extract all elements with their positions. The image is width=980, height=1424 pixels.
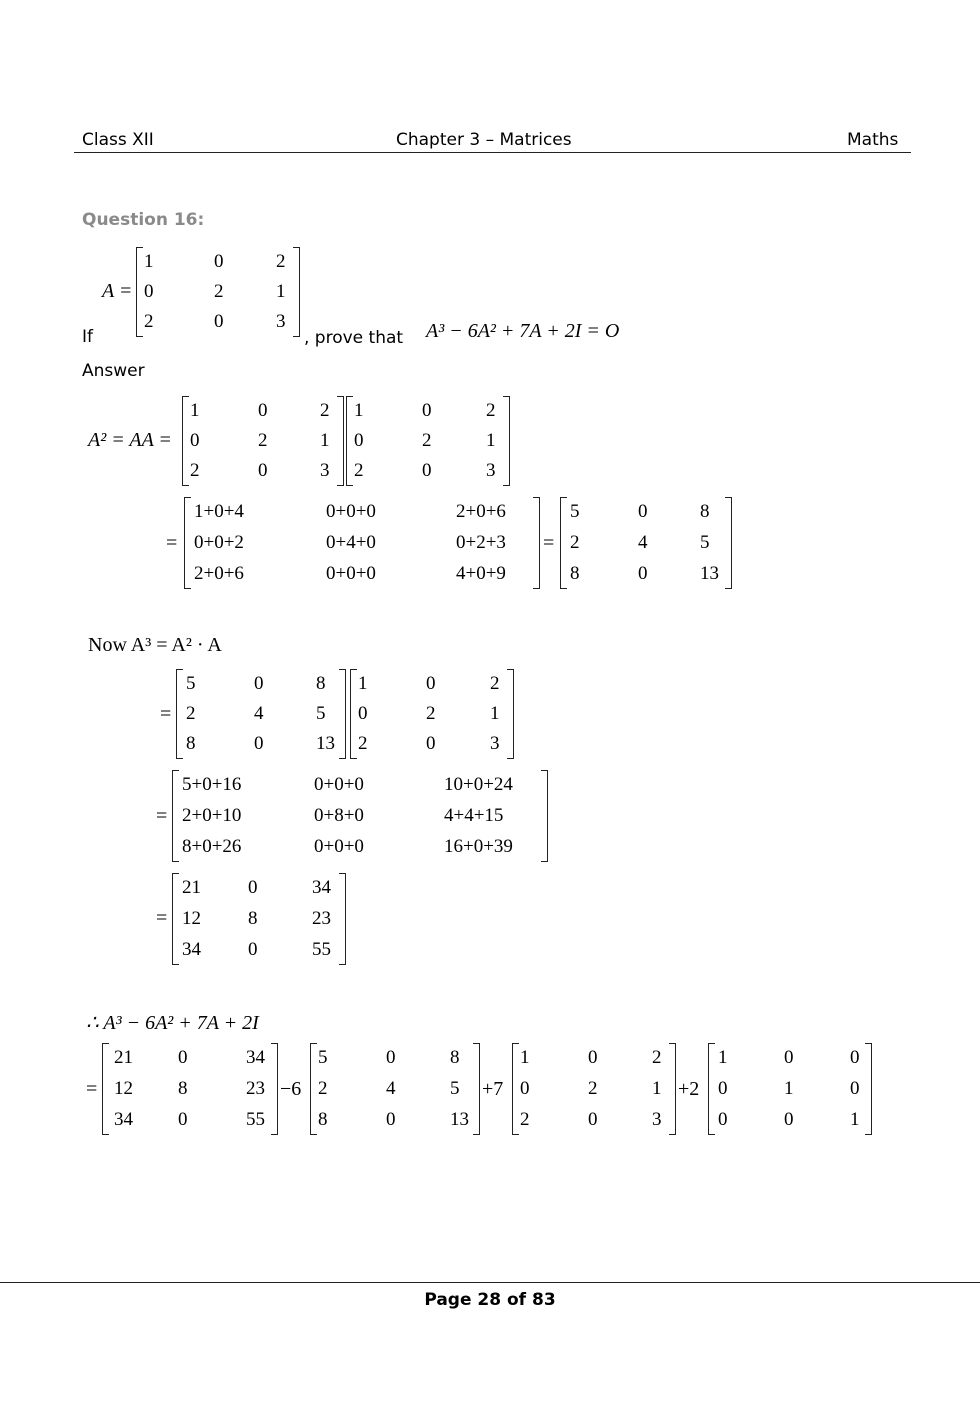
a2-factor2	[346, 396, 510, 486]
matrix-cell: 3	[652, 1108, 662, 1130]
matrix-cell: 1	[354, 400, 364, 421]
matrix-cell: 0+0+2	[194, 532, 244, 553]
left-bracket	[346, 396, 353, 486]
matrix-cell: 3	[490, 733, 500, 754]
matrix-cell: 0	[520, 1078, 530, 1099]
matrix-cell: 2	[318, 1078, 328, 1099]
matrix-cell: 8	[316, 673, 326, 694]
matrix-cell: 1	[358, 673, 368, 694]
matrix-cell: 2	[520, 1108, 530, 1130]
matrix-cell: 1	[320, 430, 330, 451]
matrix-cell: 3	[486, 460, 496, 481]
matrix-cell: 2	[426, 703, 436, 724]
matrix-cell: 2	[652, 1047, 662, 1069]
matrix-cell: 1	[850, 1108, 860, 1130]
right-bracket	[533, 497, 540, 589]
matrix-cell: 5	[450, 1078, 460, 1099]
matrix-cell: 2	[276, 251, 286, 272]
equals-sign: =	[160, 703, 172, 725]
left-bracket	[708, 1043, 715, 1135]
matrix-cell: 5	[316, 703, 326, 724]
matrix-cell: 0+8+0	[314, 805, 364, 826]
matrix-cell: 0	[718, 1078, 728, 1099]
matrix-cell: 0	[638, 501, 648, 523]
a2-lhs: A² = AA =	[88, 429, 172, 451]
equals-sign: =	[156, 907, 168, 929]
left-bracket	[172, 873, 179, 965]
matrix-cell: 0+4+0	[326, 532, 376, 553]
matrix-cell: 0	[426, 673, 436, 694]
a3-expanded	[172, 770, 548, 862]
matrix-cell: 2	[186, 703, 196, 724]
a3-factor1	[176, 669, 346, 759]
matrix-cell: 0	[422, 460, 432, 481]
a2-result	[560, 497, 732, 589]
matrix-cell: 1	[144, 251, 154, 272]
matrix-cell: 0	[248, 938, 258, 960]
matrix-cell: 1	[718, 1047, 728, 1069]
matrix-cell: 0	[426, 733, 436, 754]
matrix-cell: 8	[450, 1047, 460, 1069]
matrix-cell: 5	[700, 532, 710, 553]
prove-equation: A³ − 6A² + 7A + 2I = O	[426, 320, 620, 342]
operator-plus-2: +2	[678, 1078, 700, 1100]
answer-label: Answer	[82, 361, 145, 381]
footer-divider	[0, 1282, 980, 1283]
matrix-cell: 13	[450, 1108, 469, 1130]
header-subject: Maths	[847, 130, 899, 150]
right-bracket	[725, 497, 732, 589]
left-bracket	[560, 497, 567, 589]
matrix-cell: 8	[186, 733, 196, 754]
matrix-cell: 0	[850, 1078, 860, 1099]
right-bracket	[507, 669, 514, 759]
matrix-cell: 0	[254, 673, 264, 694]
matrix-cell: 0+0+0	[326, 562, 376, 584]
matrix-cell: 0	[386, 1108, 396, 1130]
header-chapter: Chapter 3 – Matrices	[396, 130, 572, 150]
final-matrix-1	[102, 1043, 278, 1135]
matrix-cell: 8	[178, 1078, 188, 1099]
left-bracket	[184, 497, 191, 589]
matrix-cell: 0	[588, 1047, 598, 1069]
matrix-cell: 13	[316, 733, 335, 754]
matrix-a	[136, 247, 300, 337]
matrix-cell: 0	[144, 281, 154, 302]
matrix-cell: 2+0+6	[456, 501, 506, 523]
matrix-cell: 55	[312, 938, 331, 960]
left-bracket	[102, 1043, 109, 1135]
matrix-cell: 4+0+9	[456, 562, 506, 584]
identity-matrix	[708, 1043, 872, 1135]
matrix-cell: 10+0+24	[444, 774, 513, 796]
matrix-cell: 13	[700, 562, 719, 584]
left-bracket	[136, 247, 143, 337]
matrix-cell: 0	[386, 1047, 396, 1069]
matrix-cell: 1	[490, 703, 500, 724]
matrix-cell: 8	[700, 501, 710, 523]
matrix-cell: 2	[422, 430, 432, 451]
matrix-cell: 0	[214, 311, 224, 332]
matrix-cell: 2	[214, 281, 224, 302]
right-bracket	[503, 396, 510, 486]
matrix-cell: 34	[114, 1108, 133, 1130]
matrix-cell: 8	[318, 1108, 328, 1130]
matrix-cell: 0	[190, 430, 200, 451]
matrix-cell: 5	[570, 501, 580, 523]
matrix-cell: 0+0+0	[326, 501, 376, 523]
matrix-cell: 55	[246, 1108, 265, 1130]
left-bracket	[182, 396, 189, 486]
matrix-cell: 2	[258, 430, 268, 451]
right-bracket	[669, 1043, 676, 1135]
matrix-cell: 34	[182, 938, 201, 960]
matrix-cell: 5	[318, 1047, 328, 1069]
matrix-cell: 1+0+4	[194, 501, 244, 523]
matrix-cell: 4+4+15	[444, 805, 504, 826]
matrix-cell: 1	[486, 430, 496, 451]
matrix-cell: 0	[422, 400, 432, 421]
operator-minus-6: −6	[280, 1078, 302, 1100]
matrix-cell: 0	[248, 877, 258, 899]
matrix-cell: 2+0+10	[182, 805, 242, 826]
right-bracket	[271, 1043, 278, 1135]
matrix-cell: 0	[358, 703, 368, 724]
matrix-cell: 34	[246, 1047, 265, 1069]
equals-sign: =	[156, 805, 168, 827]
if-label: If	[82, 327, 93, 347]
right-bracket	[293, 247, 300, 337]
equals-sign: =	[166, 532, 178, 554]
matrix-cell: 12	[182, 908, 201, 929]
a2-expanded	[184, 497, 540, 589]
matrix-cell: 4	[254, 703, 264, 724]
matrix-cell: 2	[190, 460, 200, 481]
equals-sign: =	[86, 1078, 98, 1100]
page-number: Page 28 of 83	[424, 1290, 556, 1310]
right-bracket	[339, 873, 346, 965]
matrix-cell: 16+0+39	[444, 835, 513, 857]
operator-plus-7: +7	[482, 1078, 504, 1100]
matrix-cell: 0+0+0	[314, 835, 364, 857]
matrix-cell: 1	[520, 1047, 530, 1069]
matrix-cell: 2	[570, 532, 580, 553]
a3-result	[172, 873, 346, 965]
matrix-cell: 8	[570, 562, 580, 584]
matrix-cell: 0+0+0	[314, 774, 364, 796]
matrix-cell: 0	[784, 1108, 794, 1130]
matrix-cell: 23	[312, 908, 331, 929]
matrix-cell: 2	[354, 460, 364, 481]
equals-sign: =	[543, 532, 555, 554]
left-bracket	[310, 1043, 317, 1135]
matrix-cell: 0	[638, 562, 648, 584]
a2-factor1	[182, 396, 344, 486]
matrix-cell: 1	[652, 1078, 662, 1099]
matrix-cell: 0	[254, 733, 264, 754]
right-bracket	[865, 1043, 872, 1135]
prove-text: , prove that	[304, 328, 404, 348]
matrix-cell: 8	[248, 908, 258, 929]
question-title: Question 16:	[82, 210, 205, 230]
left-bracket	[176, 669, 183, 759]
matrix-cell: 21	[114, 1047, 133, 1069]
a3-factor2	[350, 669, 514, 759]
matrix-cell: 1	[276, 281, 286, 302]
matrix-cell: 2	[486, 400, 496, 421]
matrix-cell: 0	[588, 1108, 598, 1130]
matrix-cell: 0	[718, 1108, 728, 1130]
a-label: A =	[102, 280, 133, 302]
matrix-cell: 1	[784, 1078, 794, 1099]
right-bracket	[339, 669, 346, 759]
matrix-cell: 2	[320, 400, 330, 421]
right-bracket	[337, 396, 344, 486]
matrix-cell: 0	[354, 430, 364, 451]
matrix-cell: 0	[784, 1047, 794, 1069]
left-bracket	[512, 1043, 519, 1135]
matrix-cell: 2	[490, 673, 500, 694]
matrix-cell: 0	[258, 400, 268, 421]
matrix-cell: 0+2+3	[456, 532, 506, 553]
matrix-cell: 0	[178, 1047, 188, 1069]
matrix-cell: 3	[320, 460, 330, 481]
matrix-cell: 0	[178, 1108, 188, 1130]
header-class: Class XII	[82, 130, 154, 150]
header-divider	[74, 152, 911, 153]
right-bracket	[541, 770, 548, 862]
matrix-cell: 5+0+16	[182, 774, 242, 796]
matrix-cell: 2	[588, 1078, 598, 1099]
matrix-cell: 1	[190, 400, 200, 421]
matrix-cell: 34	[312, 877, 331, 899]
matrix-cell: 2	[358, 733, 368, 754]
left-bracket	[172, 770, 179, 862]
matrix-cell: 8+0+26	[182, 835, 242, 857]
matrix-cell: 2	[144, 311, 154, 332]
matrix-cell: 5	[186, 673, 196, 694]
matrix-cell: 3	[276, 311, 286, 332]
final-heading: ∴ A³ − 6A² + 7A + 2I	[86, 1012, 259, 1034]
final-matrix-2	[310, 1043, 480, 1135]
matrix-cell: 0	[214, 251, 224, 272]
matrix-cell: 21	[182, 877, 201, 899]
left-bracket	[350, 669, 357, 759]
final-matrix-3	[512, 1043, 676, 1135]
matrix-cell: 23	[246, 1078, 265, 1099]
matrix-cell: 0	[850, 1047, 860, 1069]
matrix-cell: 0	[258, 460, 268, 481]
a3-heading: Now A³ = A² · A	[88, 634, 222, 656]
matrix-cell: 4	[386, 1078, 396, 1099]
matrix-cell: 12	[114, 1078, 133, 1099]
matrix-cell: 4	[638, 532, 648, 553]
matrix-cell: 2+0+6	[194, 562, 244, 584]
right-bracket	[473, 1043, 480, 1135]
